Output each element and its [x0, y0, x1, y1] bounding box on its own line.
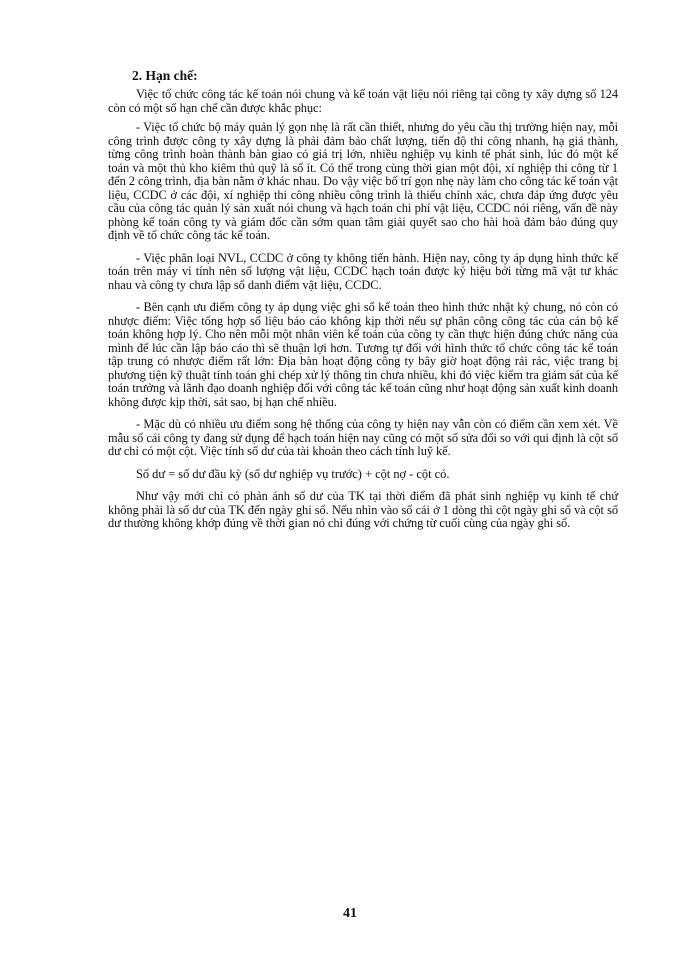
limitation-paragraph-classification: - Việc phân loại NVL, CCDC ở công ty không tiến hành. Hiện nay, công ty áp dụng hình thức kế toán trên máy vi tính nên số lượng vật liệu, CCDC hạch toán được ký hiệu bởi từng mã vật tư khác nhau và công ty chưa lập sổ danh điểm vật liệu, CCDC.	[108, 250, 618, 292]
intro-paragraph: Việc tổ chức công tác kế toán nói chung và kế toán vật liệu nói riêng tại công ty xây dựng số 124 còn có một số hạn chế cần được khắc phục:	[108, 87, 618, 115]
document-body	[108, 68, 618, 540]
page-number: 41	[343, 906, 357, 921]
section-heading: 2. Hạn chế:	[132, 68, 198, 83]
balance-formula: Số dư = số dư đầu kỳ (số dư nghiệp vụ trước) + cột nợ - cột có.	[136, 466, 450, 481]
closing-paragraph: Như vậy mới chỉ có phản ánh số dư của TK tại thời điểm đã phát sinh nghiệp vụ kinh tế chứ không phải là số dư của TK đến ngày ghi sổ. Nếu nhìn vào sổ cái ở 1 dòng thì cột ngày ghi sổ và cột số dư thường không khớp đúng về thời gian nó chỉ đúng với chứng từ cuối cùng của ngày ghi sổ.	[108, 489, 618, 530]
limitation-paragraph-journal: - Bên cạnh ưu điểm công ty áp dụng việc ghi sổ kế toán theo hình thức nhật ký chung, nó còn có nhược điểm: Việc tổng hợp số liệu báo cáo không kịp thời nếu sự phân công công tác của cán bộ kế toán không hợp lý. Cho nên mỗi một nhân viên kế toán của công ty cần thực hiện đúng chức năng của mình để lúc cần lập báo cáo thì sẽ thuận lợi hơn. Tương tự đối với hình thức tổ chức công tác kế toán tập trung có nhược điểm rất lớn: Địa bàn hoạt động công ty bây giờ hoạt động rải rác, việc trang bị phương tiện kỹ thuật tính toán ghi chép xử lý thông tin chưa nhiều, khi đó việc kiểm tra giám sát của kế toán trưởng và lãnh đạo doanh nghiệp đối với công tác kế toán cũng như hoạt động sản xuất kinh doanh không được kịp thời, sát sao, bị hạn chế nhiều.	[108, 300, 618, 409]
limitation-paragraph-organization: - Việc tổ chức bộ máy quản lý gọn nhẹ là rất cần thiết, nhưng do yêu cầu thị trường hiện nay, mỗi công trình được công ty xây dựng là phải đảm bảo chất lượng, tiến độ thi công nhanh, hạ giá thành, từng công trình hoàn thành bàn giao có giá trị lớn, nhiều nghiệp vụ kinh tế phát sinh, lúc đó một kế toán và một thủ kho kiêm thủ quỹ là số ít. Có thể trong cùng thời gian một đội, xí nghiệp thi công từ 1 đến 2 công trình, địa bàn nằm ở khác nhau. Do vậy việc bố trí gọn nhẹ này làm cho công tác kế toán vật liệu, CCDC ở các đội, xí nghiệp thi công nhiều công trình là thiếu chính xác, chưa đáp ứng được yêu cầu của công tác quản lý sản xuất nói chung và hạch toán chi phí vật liệu, CCDC nói riêng, vấn đề này phòng kế toán công ty và giám đốc cần sớm quan tâm giải quyết sao cho hài hoà đảm bảo đúng quy định về tổ chức công tác kế toán.	[108, 120, 619, 242]
limitation-paragraph-ledger: - Mặc dù có nhiều ưu điểm song hệ thống của công ty hiện nay vẫn còn có điểm cần xem xét. Về mẫu sổ cái công ty đang sử dụng để hạch toán hiện nay cũng có một số sửa đổi so với qui định là cột số dư chỉ có một cột. Việc tính số dư của tài khoản theo cách tính luỹ kế.	[108, 417, 618, 458]
